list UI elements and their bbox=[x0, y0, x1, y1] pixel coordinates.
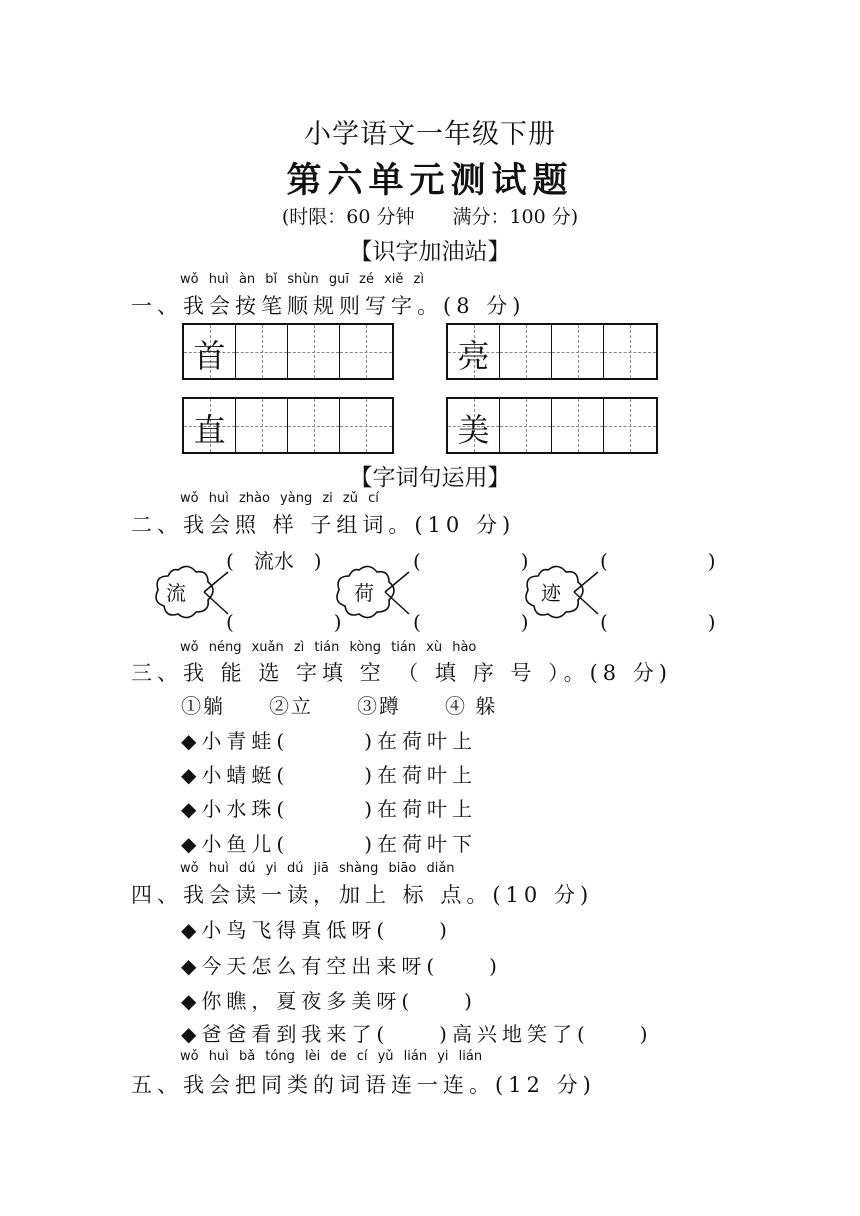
fill-item: ◆小蜻蜓( )在荷叶上 bbox=[181, 763, 477, 787]
document-title: 小学语文一年级下册 bbox=[304, 119, 556, 150]
root-character: 流 bbox=[166, 581, 186, 605]
q4-prompt: 四、我会读一读，加上 标 点。(10 分) bbox=[131, 883, 594, 907]
q3-options: ①躺 ②立 ③蹲 ④ 躲 bbox=[181, 694, 498, 718]
writing-cell[interactable] bbox=[288, 325, 340, 378]
writing-cell bbox=[184, 399, 236, 452]
punctuation-item[interactable]: ◆小鸟飞得真低呀( ) bbox=[181, 918, 452, 942]
writing-cell[interactable] bbox=[236, 399, 288, 452]
fill-item: ◆小水珠( )在荷叶上 bbox=[181, 797, 477, 821]
model-character: 美 bbox=[457, 411, 490, 449]
writing-cell[interactable] bbox=[604, 325, 656, 378]
writing-cell[interactable] bbox=[236, 325, 288, 378]
root-character: 迹 bbox=[541, 581, 561, 605]
flower-icon bbox=[148, 562, 238, 622]
writing-cell[interactable] bbox=[552, 399, 604, 452]
writing-grid-3[interactable] bbox=[182, 397, 394, 454]
punctuation-item[interactable]: ◆你瞧，夏夜多美呀( ) bbox=[181, 989, 477, 1013]
model-character: 首 bbox=[193, 337, 226, 375]
answer-blank[interactable] bbox=[289, 729, 364, 753]
punctuation-item[interactable]: ◆今天怎么有空出来呀( ) bbox=[181, 954, 502, 978]
q3-prompt: 三、我 能 选 字填 空 （ 填 序 号 ）。(8 分) bbox=[131, 661, 672, 685]
answer-blank[interactable]: ( ) bbox=[413, 610, 529, 634]
answer-blank[interactable] bbox=[289, 763, 364, 787]
writing-grid-1[interactable] bbox=[182, 323, 394, 380]
writing-cell[interactable] bbox=[288, 399, 340, 452]
document-subtitle: 第六单元测试题 bbox=[286, 160, 574, 201]
fill-item: ◆小鱼儿( )在荷叶下 bbox=[181, 832, 477, 856]
writing-cell[interactable] bbox=[340, 325, 392, 378]
answer-blank[interactable]: ( ) bbox=[226, 610, 342, 634]
writing-cell bbox=[448, 325, 500, 378]
q5-pinyin: wǒ huì bǎ tóng lèi de cí yǔ lián yi lián bbox=[180, 1049, 483, 1064]
writing-grid-4[interactable] bbox=[446, 397, 658, 454]
root-character: 荷 bbox=[354, 581, 374, 605]
answer-blank-example: ( 流水 ) bbox=[226, 549, 322, 573]
writing-grid-2[interactable] bbox=[446, 323, 658, 380]
answer-blank[interactable] bbox=[289, 832, 364, 856]
section-heading-usage: 【字词句运用】 bbox=[349, 465, 511, 491]
model-character: 直 bbox=[193, 411, 226, 449]
flower-icon bbox=[329, 562, 419, 622]
writing-cell bbox=[184, 325, 236, 378]
q3-pinyin: wǒ néng xuǎn zì tián kòng tián xù hào bbox=[180, 640, 477, 655]
writing-cell[interactable] bbox=[500, 325, 552, 378]
q2-pinyin: wǒ huì zhào yàng zi zǔ cí bbox=[180, 491, 379, 506]
writing-cell[interactable] bbox=[500, 399, 552, 452]
model-character: 亮 bbox=[457, 337, 490, 375]
flower-icon bbox=[518, 562, 608, 622]
q1-prompt: 一、我会按笔顺规则写字。(8 分) bbox=[131, 294, 526, 318]
example-word: 流水 bbox=[253, 549, 294, 573]
writing-cell[interactable] bbox=[340, 399, 392, 452]
q5-prompt: 五、我会把同类的词语连一连。(12 分) bbox=[131, 1073, 596, 1097]
section-heading-literacy: 【识字加油站】 bbox=[349, 239, 511, 265]
q2-prompt: 二、我会照 样 子组词。(10 分) bbox=[131, 513, 516, 537]
fill-item: ◆小青蛙( )在荷叶上 bbox=[181, 729, 477, 753]
writing-cell bbox=[448, 399, 500, 452]
q1-pinyin: wǒ huì àn bǐ shùn guī zé xiě zì bbox=[180, 272, 424, 287]
answer-blank[interactable]: ( ) bbox=[413, 549, 529, 573]
writing-cell[interactable] bbox=[604, 399, 656, 452]
q4-pinyin: wǒ huì dú yi dú jiā shàng biāo diǎn bbox=[180, 861, 455, 876]
answer-blank[interactable] bbox=[289, 797, 364, 821]
answer-blank[interactable]: ( ) bbox=[600, 549, 716, 573]
writing-cell[interactable] bbox=[552, 325, 604, 378]
punctuation-item[interactable]: ◆爸爸看到我来了( )高兴地笑了( ) bbox=[181, 1022, 653, 1046]
time-score-info: (时限：60 分钟 满分：100 分) bbox=[281, 206, 579, 228]
answer-blank[interactable]: ( ) bbox=[600, 610, 716, 634]
